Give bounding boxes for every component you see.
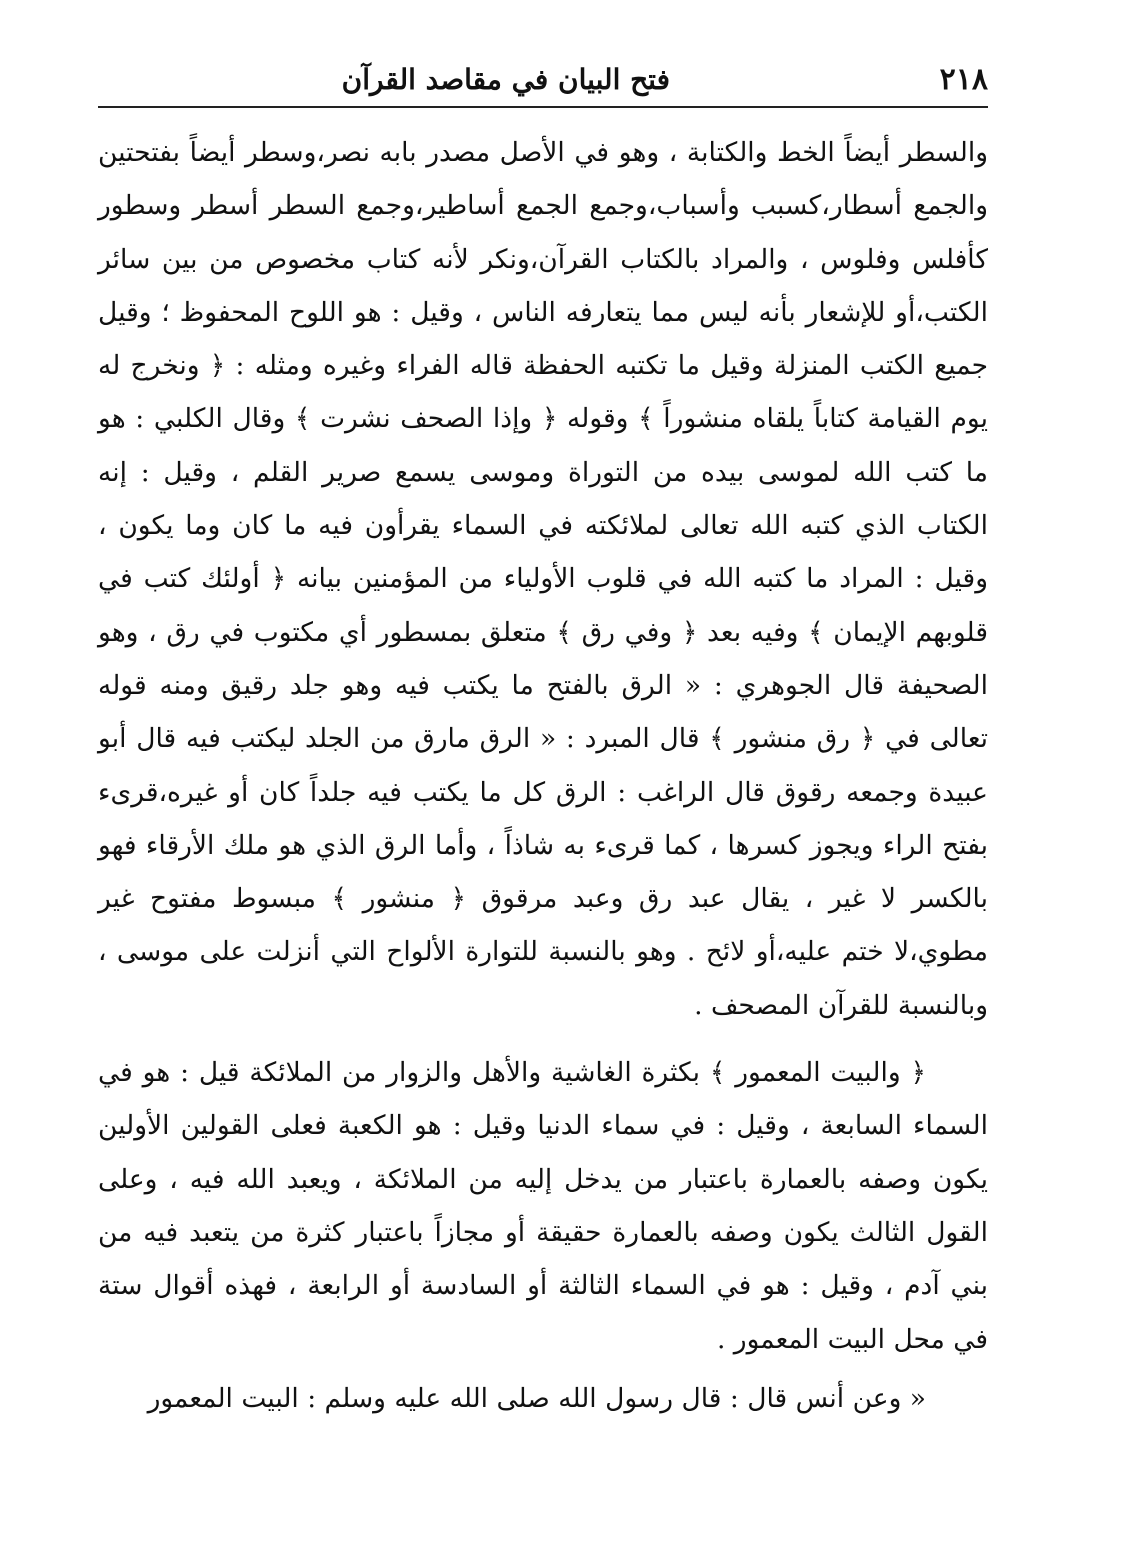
paragraph-2: ﴿ والبيت المعمور ﴾ بكثرة الغاشية والأهل والزوار من الملائكة قيل : هو في السماء السابعة ، وقيل : في سماء الدنيا وقيل : هو الكعبة فعلى القولين الأولين يكون وصفه بالعمارة باعتبار من يدخل إليه من الملائكة ، ويعبد الله فيه ، وعلى القول الثالث يكون وصفه بالعمارة حقيقة أو مجازاً باعتبار كثرة من يتعبد فيه من بني آدم ، وقيل : هو في السماء الثالثة أو السادسة أو الرابعة ، فهذه أقوال ستة في محل البيت المعمور . xyxy=(98,1057,988,1355)
page-header xyxy=(98,60,988,106)
paragraph-spacer xyxy=(98,1032,988,1046)
page-number: ٢١٨ xyxy=(939,62,988,97)
running-title: فتح البيان في مقاصد القرآن xyxy=(341,63,670,96)
paragraph-1: والسطر أيضاً الخط والكتابة ، وهو في الأصل مصدر بابه نصر،وسطر أيضاً بفتحتين والجمع أسطار،كسبب وأسباب،وجمع الجمع أساطير،وجمع السطر أسطر وسطور كأفلس وفلوس ، والمراد بالكتاب القرآن،ونكر لأنه كتاب مخصوص من بين سائر الكتب،أو للإشعار بأنه ليس مما يتعارفه الناس ، وقيل : هو اللوح المحفوظ ؛ وقيل جميع الكتب المنزلة وقيل ما تكتبه الحفظة قاله الفراء وغيره ومثله : ﴿ ونخرج له يوم القيامة كتاباً يلقاه منشوراً ﴾ وقوله ﴿ وإذا الصحف نشرت ﴾ وقال الكلبي : هو ما كتب الله لموسى بيده من التوراة وموسى يسمع صرير القلم ، وقيل : إنه الكتاب الذي كتبه الله تعالى لملائكته في السماء يقرأون فيه ما كان وما يكون ، وقيل : المراد ما كتبه الله في قلوب الأولياء من المؤمنين بيانه ﴿ أولئك كتب في قلوبهم الإيمان ﴾ وفيه بعد ﴿ وفي رق ﴾ متعلق بمسطور أي مكتوب في رق ، وهو الصحيفة قال الجوهري : « الرق بالفتح ما يكتب فيه وهو جلد رقيق ومنه قوله تعالى في ﴿ رق منشور ﴾ قال المبرد : « الرق مارق من الجلد ليكتب فيه قال أبو عبيدة وجمعه رقوق قال الراغب : الرق كل ما يكتب فيه جلداً كان أو غيره،قرىء بفتح الراء ويجوز كسرها ، كما قرىء به شاذاً ، وأما الرق الذي هو ملك الأرقاء فهو بالكسر لا غير ، يقال عبد رق وعبد مرقوق ﴿ منشور ﴾ مبسوط مفتوح غير مطوي،لا ختم عليه،أو لائح . وهو بالنسبة للتوارة الألواح التي أنزلت على موسى ، وبالنسبة للقرآن المصحف . xyxy=(98,137,988,1021)
header-divider xyxy=(98,106,988,108)
paragraph-3: « وعن أنس قال : قال رسول الله صلى الله عليه وسلم : البيت المعمور xyxy=(147,1382,926,1414)
body-text xyxy=(98,126,988,1425)
